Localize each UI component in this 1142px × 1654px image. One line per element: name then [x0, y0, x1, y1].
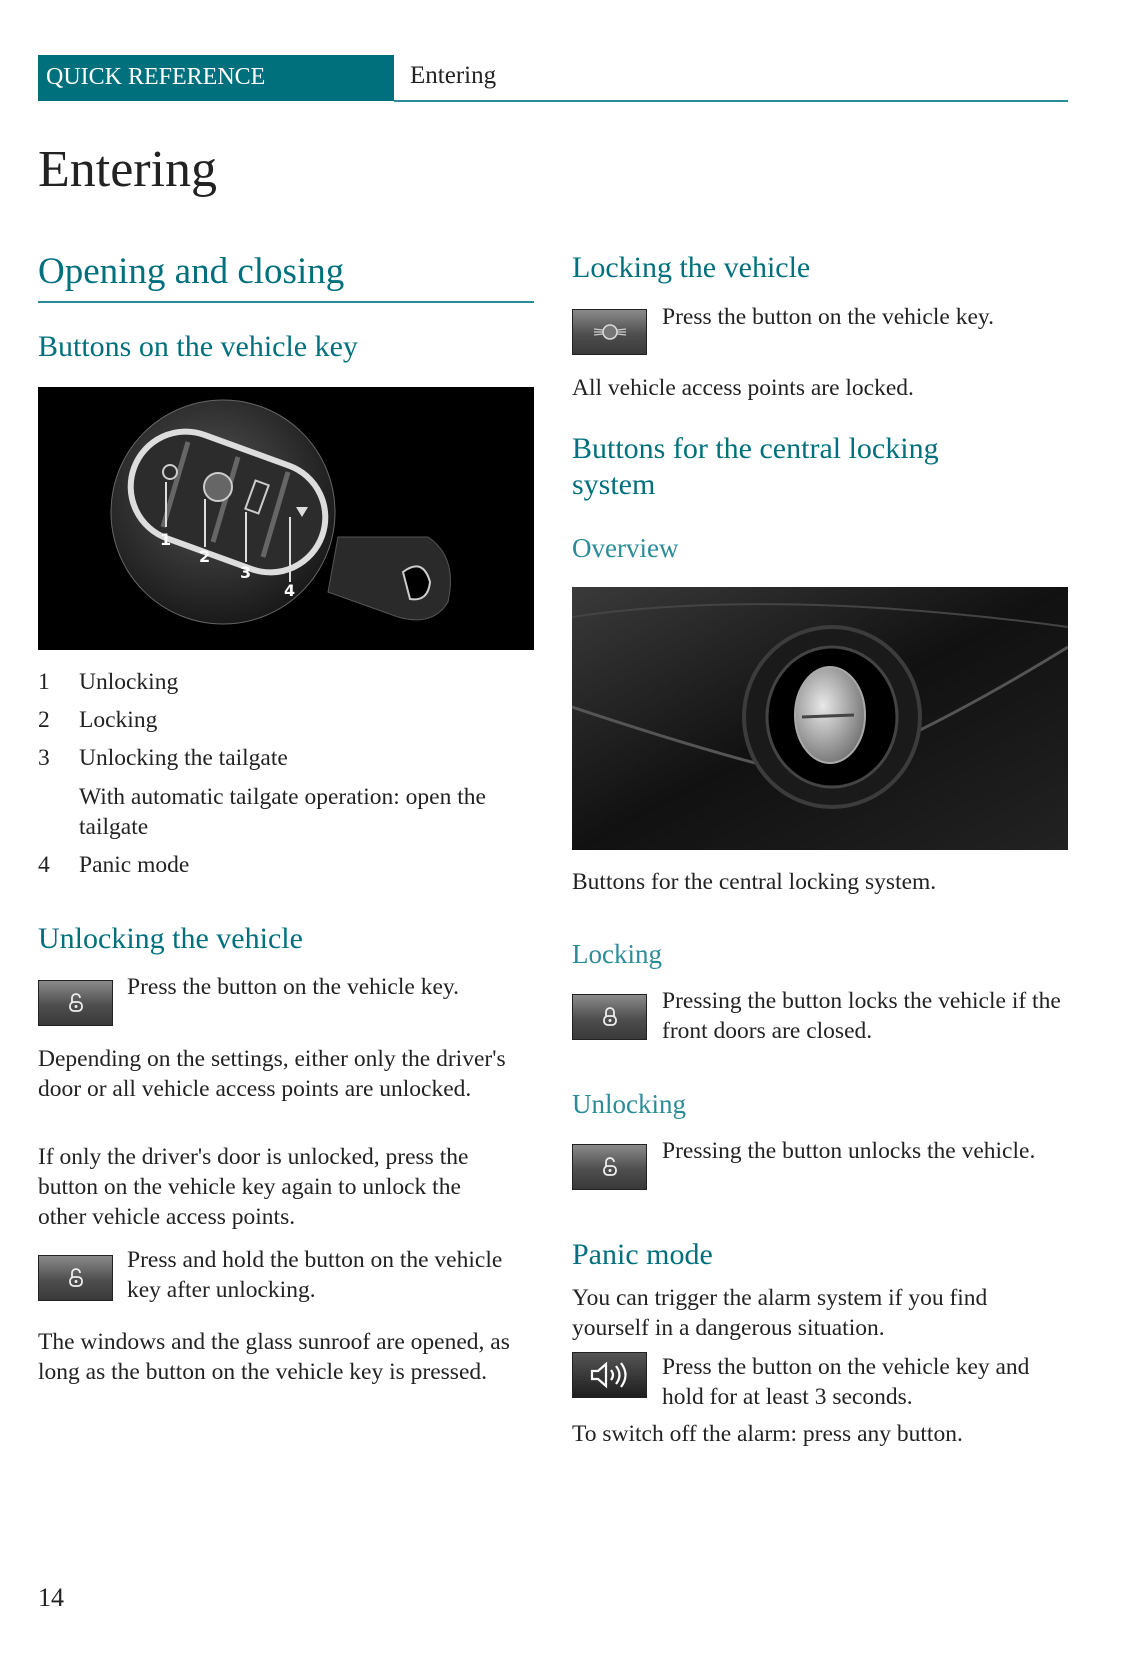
page-title: Entering: [38, 141, 218, 198]
panic-button-icon: [572, 1352, 647, 1398]
section-label: QUICK REFERENCE: [46, 64, 266, 90]
central-locking-caption: Buttons for the central locking system.: [572, 869, 937, 895]
unlock-press-text: Press the button on the vehicle key.: [127, 974, 459, 1000]
header-rule: [394, 100, 1068, 102]
callout-1: 1: [160, 530, 172, 549]
heading-locking-vehicle: Locking the vehicle: [572, 251, 811, 284]
lock-result-text: All vehicle access points are locked.: [572, 375, 914, 401]
heading-overview: Overview: [572, 533, 679, 563]
panic-intro: You can trigger the alarm system if you find yourself in a dangerous situation.: [572, 1285, 988, 1341]
page-number: 14: [38, 1583, 64, 1612]
lock-press-text: Press the button on the vehicle key.: [662, 304, 994, 330]
heading-central-locking-unlock: Unlocking: [572, 1089, 686, 1119]
heading-unlocking-vehicle: Unlocking the vehicle: [38, 922, 303, 955]
central-unlock-text: Pressing the button unlocks the vehicle.: [662, 1138, 1036, 1164]
central-lock-button-icon: [572, 994, 647, 1040]
unlock-button-icon: [38, 980, 113, 1026]
legend-number: 4: [38, 852, 50, 878]
callout-2: 2: [199, 547, 211, 566]
unlock-hold-button-icon: [38, 1255, 113, 1301]
vehicle-key-image: [38, 387, 534, 650]
chapter-label: Entering: [410, 62, 497, 89]
legend-label: Panic mode: [79, 852, 190, 878]
heading-rule: [38, 301, 534, 303]
legend-label: Unlocking: [79, 669, 179, 695]
heading-panic-mode: Panic mode: [572, 1238, 713, 1271]
unlock-para-1: Depending on the settings, either only the driver's door or all vehicle access points are unlocked.: [38, 1046, 506, 1102]
legend-number: 2: [38, 707, 50, 733]
callout-4: 4: [284, 581, 296, 600]
panic-press-text: Press the button on the vehicle key and hold for at least 3 seconds.: [662, 1354, 1030, 1410]
legend-label: Locking: [79, 707, 158, 733]
heading-central-locking: Buttons for the central locking system: [572, 432, 939, 501]
central-lock-text: Pressing the button locks the vehicle if the front doors are closed.: [662, 988, 1061, 1044]
panic-off-text: To switch off the alarm: press any button.: [572, 1421, 963, 1447]
central-unlock-button-icon: [572, 1144, 647, 1190]
central-locking-image: [572, 587, 1068, 850]
lock-mini-button-icon: [572, 309, 647, 355]
legend-number: 1: [38, 669, 50, 695]
key-legend: [38, 667, 534, 887]
legend-label: Unlocking the tailgate: [79, 745, 288, 771]
unlock-para-2: If only the driver's door is unlocked, press the button on the vehicle key again to unlock the other vehicle access points.: [38, 1144, 469, 1230]
legend-number: 3: [38, 745, 50, 771]
callout-3: 3: [240, 563, 252, 582]
heading-key-buttons: Buttons on the vehicle key: [38, 330, 358, 363]
section-tab: [38, 55, 394, 101]
legend-note: With automatic tailgate operation: open the tailgate: [79, 784, 486, 840]
unlock-hold-text: Press and hold the button on the vehicle key after unlocking.: [127, 1247, 503, 1303]
unlock-para-3: The windows and the glass sunroof are opened, as long as the button on the vehicle key is pressed.: [38, 1329, 510, 1385]
heading-central-locking-lock: Locking: [572, 939, 662, 969]
heading-opening-closing: Opening and closing: [38, 251, 345, 292]
